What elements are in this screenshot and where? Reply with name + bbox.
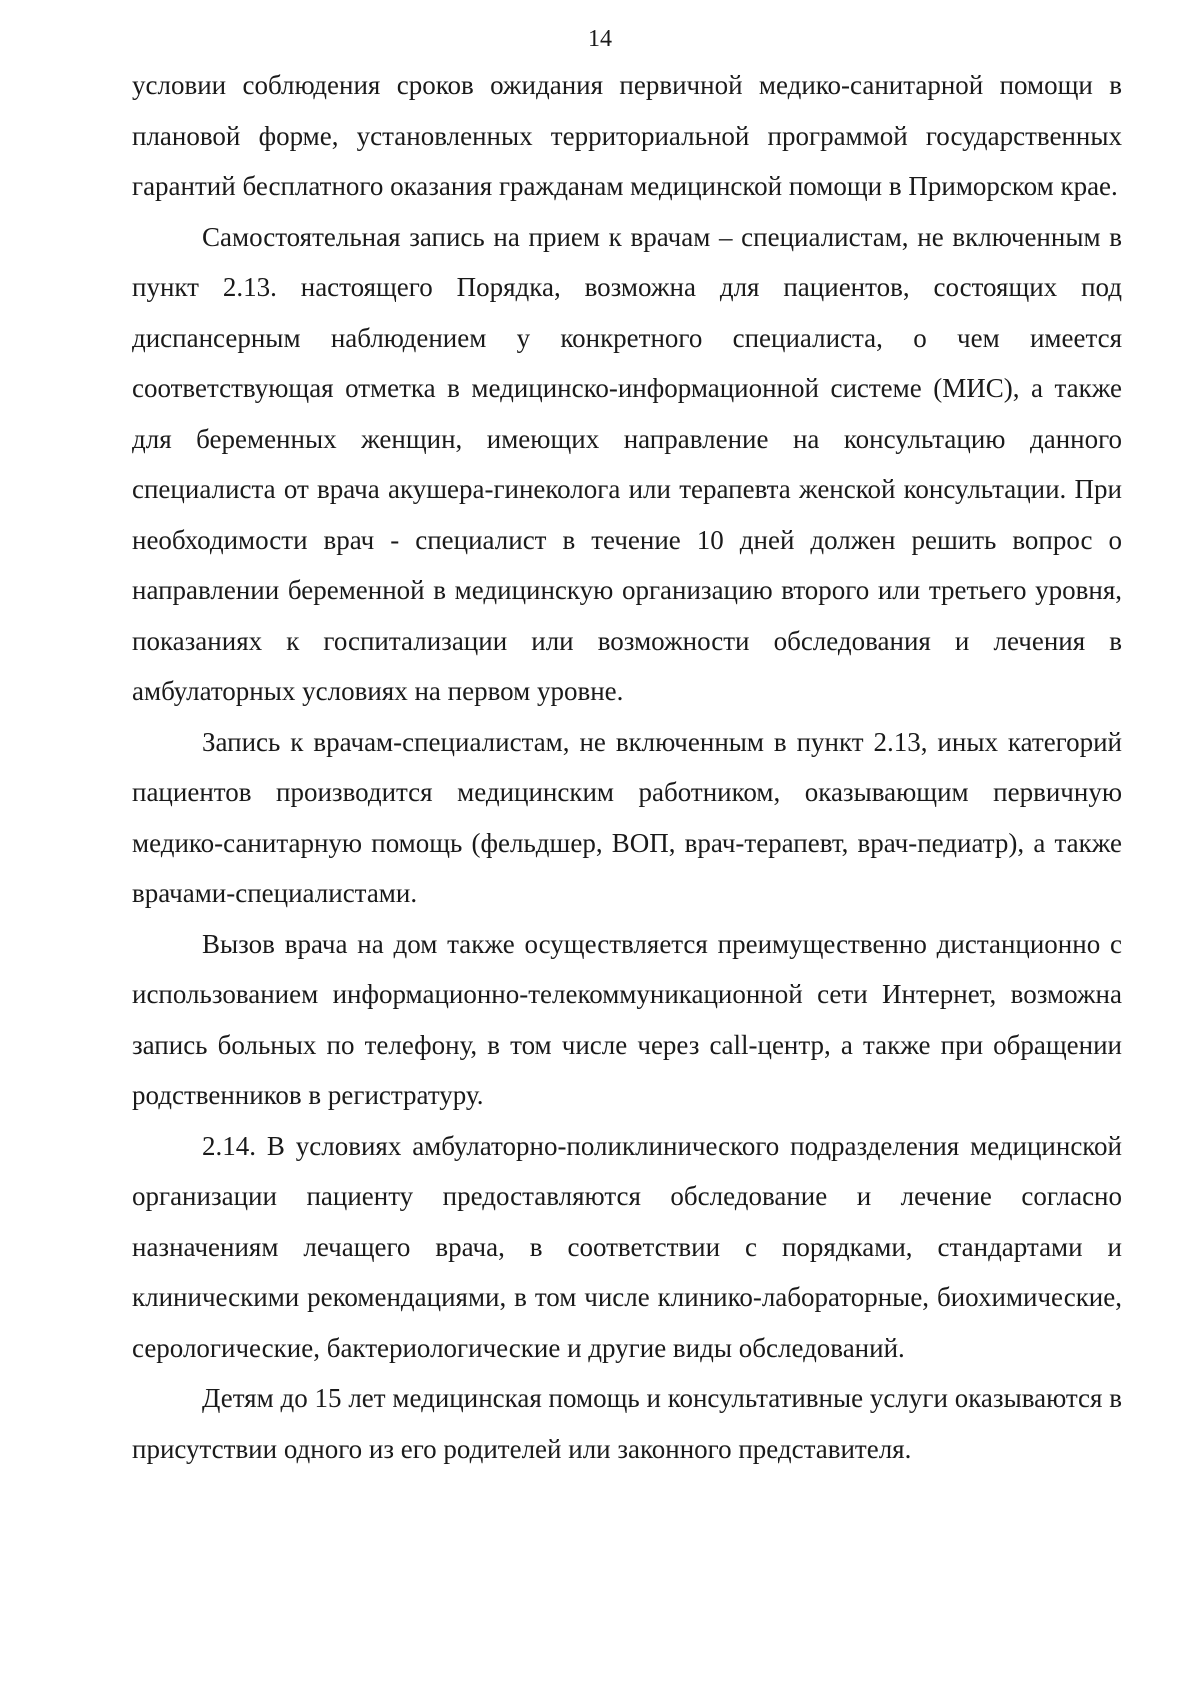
paragraph-6: Детям до 15 лет медицинская помощь и консультативные услуги оказываются в присутствии одного из его родителей или законного представителя. — [132, 1383, 1122, 1464]
page-number: 14 — [588, 26, 612, 52]
paragraph-1: условии соблюдения сроков ожидания первичной медико-санитарной помощи в плановой форме, установленных территориальной программой государственных гарантий бесплатного оказания гражданам медицинской помощи в Приморском крае. — [132, 70, 1122, 201]
paragraph-4: Вызов врача на дом также осуществляется преимущественно дистанционно с использованием информационно-телекоммуникационной сети Интернет, возможна запись больных по телефону, в том числе через call-центр, а также при обращении родственников в регистратуру. — [132, 928, 1122, 1110]
document-body — [132, 60, 1122, 1474]
paragraph-2: Самостоятельная запись на прием к врачам – специалистам, не включенным в пункт 2.13. настоящего Порядка, возможна для пациентов, состоящих под диспансерным наблюдением у конкретного специалиста, о чем имеется соответствующая отметка в медицинско-информационной системе (МИС), а также для беременных женщин, имеющих направление на консультацию данного специалиста от врача акушера-гинеколога или терапевта женской консультации. При необходимости врач - специалист в течение 10 дней должен решить вопрос о направлении беременной в медицинскую организацию второго или третьего уровня, показаниях к госпитализации или возможности обследования и лечения в амбулаторных условиях на первом уровне. — [132, 221, 1122, 706]
paragraph-5: 2.14. В условиях амбулаторно-поликлинического подразделения медицинской организации пациенту предоставляются обследование и лечение согласно назначениям лечащего врача, в соответствии с порядками, стандартами и клиническими рекомендациями, в том числе клинико-лабораторные, биохимические, серологические, бактериологические и другие виды обследований. — [132, 1130, 1122, 1363]
paragraph-3: Запись к врачам-специалистам, не включенным в пункт 2.13, иных категорий пациентов производится медицинским работником, оказывающим первичную медико-санитарную помощь (фельдшер, ВОП, врач-терапевт, врач-педиатр), а также врачами-специалистами. — [132, 726, 1122, 908]
